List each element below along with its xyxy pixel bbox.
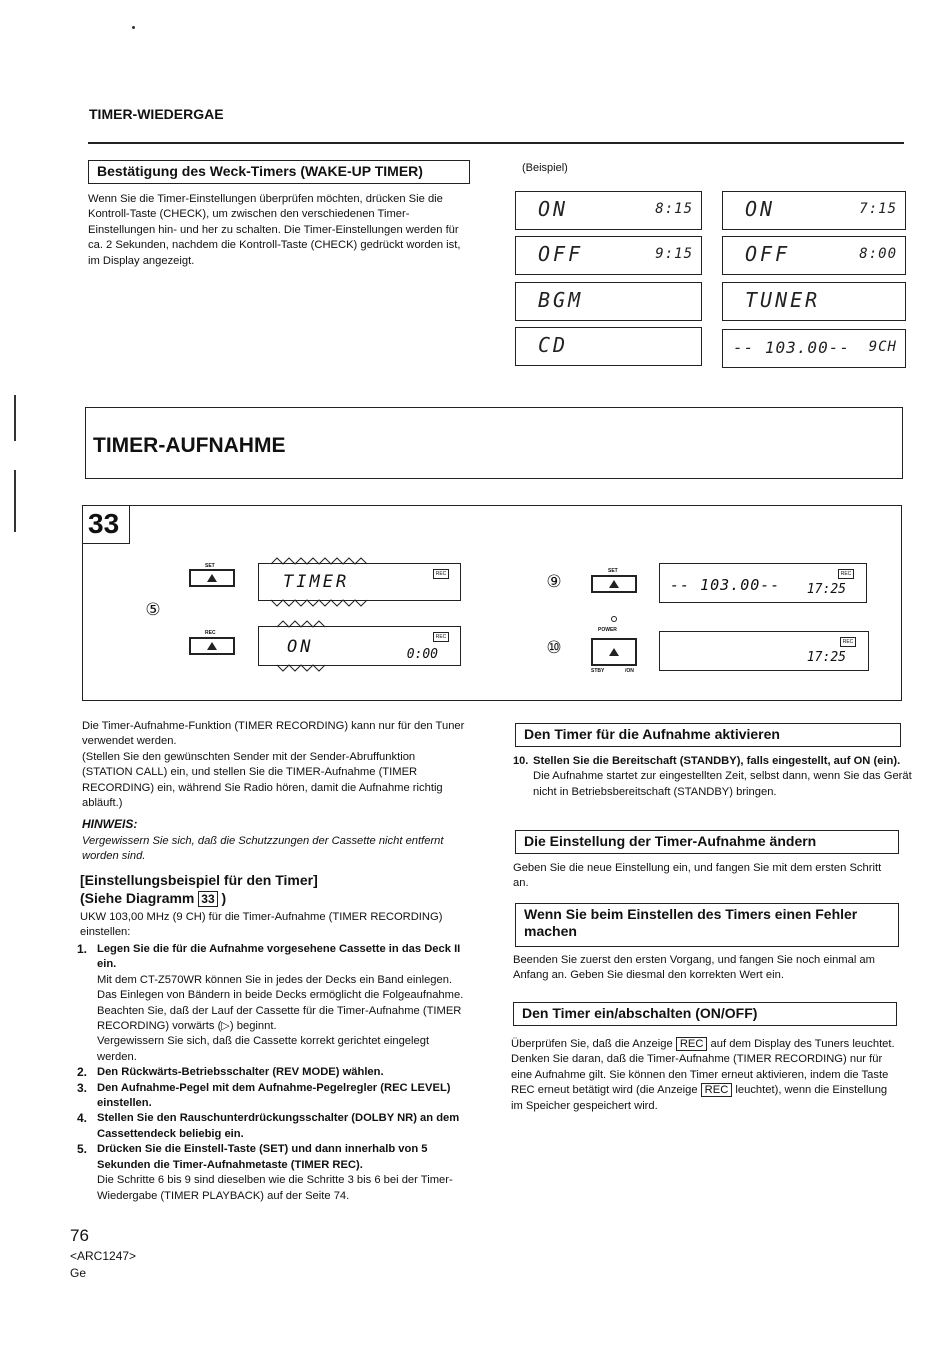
display-text: -- 103.00-- [670,576,781,594]
display-main: ON [538,197,569,221]
display-text: ON [287,637,314,657]
rec-key: REC [701,1083,733,1097]
display-time: 9CH [868,339,897,355]
display-main: OFF [745,242,791,266]
aendern-title: Die Einstellung der Timer-Aufnahme ändern [515,830,899,854]
margin-mark [132,26,135,29]
display-main: OFF [538,242,584,266]
wake-up-text: Wenn Sie die Timer-Einstellungen überprüfen möchten, drücken Sie die Kontroll-Taste (CHECK), um zwischen den verschiedenen Timer-Einstellungen hin- und her zu schalten. Die Timer-Einstellungen werden für ca. 2 Sekunden, nachdem die Kontroll-Taste (CHECK) gedrückt worden ist, im Display angezeigt. [88,193,461,267]
step-detail: Die Aufnahme startet zur eingestellten Zeit, selbst dann, wenn Sie das Gerät nicht in Betriebsbereitschaft (STANDBY) bringen. [533,770,912,798]
stby-label: STBY [591,668,605,674]
step-item [77,1142,465,1204]
timer-rec-button[interactable] [189,637,235,655]
timer-aufnahme-title: TIMER-AUFNAHME [93,434,286,457]
display-time: 9:15 [655,246,693,262]
step-9-marker: ⑨ [546,572,562,591]
example-label: (Beispiel) [522,162,568,174]
example-heading-line-1: [Einstellungsbeispiel für den Timer] [80,872,318,888]
display-time: 8:15 [655,201,693,217]
step-instruction: Drücken Sie die Einstell-Taste (SET) und dann innerhalb von 5 Sekunden die Timer-Aufnahmetaste (TIMER REC). [97,1143,428,1171]
step-instruction: Den Rückwärts-Betriebsschalter (REV MODE) wählen. [97,1066,384,1079]
arrow-up-icon [609,580,619,588]
step-5-marker: ⑤ [145,600,161,619]
aktivieren-title: Den Timer für die Aufnahme aktivieren [515,723,901,747]
step-item [77,1065,465,1080]
power-label: POWER [598,627,617,633]
example-display [515,191,702,230]
example-intro: UKW 103,00 MHz (9 CH) für die Timer-Aufnahme (TIMER RECORDING) einstellen: [80,911,443,939]
onoff-text-2: auf dem Display des Tuners leuchtet. Denken Sie daran, daß die Timer-Aufnahme (TIMER RECORDING) nur für eine Aufnahme gilt. Sie können den Timer erneut aktivieren, indem die Taste REC erneut betätigt wird (die Anzeige [511,1038,895,1097]
rec-indicator: REC [433,632,449,642]
intro-text-1: Die Timer-Aufnahme-Funktion (TIMER RECORDING) kann nur für den Tuner verwendet werden. [82,720,465,748]
display-main: TUNER [745,288,821,312]
step-number: 1. [77,942,88,956]
set-label: SET [608,568,618,574]
display-main: CD [538,333,569,357]
display-time: 17:25 [806,582,846,597]
timer-aufnahme-banner [85,407,903,479]
on-label: /ON [625,668,634,674]
example-display [515,282,702,321]
rec-indicator: REC [433,569,449,579]
step-number: 5. [77,1142,88,1157]
display-main: ON [745,197,776,221]
margin-mark [14,470,16,532]
diagram-number [83,506,130,544]
display-time: 7:15 [859,201,897,217]
header-rule [88,142,904,144]
onoff-text-3: leuchtet), wenn die Einstellung im Speicher gespeichert wird. [511,1084,888,1112]
example-heading-prefix: (Siehe Diagramm [80,890,199,906]
set-button[interactable] [189,569,235,587]
language-code: Ge [70,1266,87,1280]
intro-text-2: (Stellen Sie den gewünschten Sender mit der Sender-Abruffunktion (STATION CALL) ein, und stellen Sie die TIMER-Aufnahme (TIMER RECORDING) ein, während Sie Radio hören, damit die Aufnahme richtig abläuft.) [82,751,443,810]
steps-list [77,942,465,1204]
fehler-title: Wenn Sie beim Einstellen des Timers einen Fehler machen [515,903,899,947]
standby-display [659,631,869,671]
step-item [77,942,465,1065]
step-number: 2. [77,1065,88,1080]
example-display [722,282,906,321]
rec-indicator: REC [838,569,854,579]
on-display [258,626,461,666]
page-number: 76 [70,1226,89,1245]
step-instruction: Stellen Sie den Rauschunterdrückungsschalter (DOLBY NR) an dem Cassettendeck beliebig ein. [97,1112,460,1140]
example-heading-line-2 [80,889,318,908]
diagram-number-text: 33 [88,508,120,539]
step-detail: Mit dem CT-Z570WR können Sie in jedes der Decks ein Band einlegen. Das Einlegen von Bändern in beide Decks ermöglicht die Folgeaufnahme. Beachten Sie, daß der Lauf der Cassette für die Timer-Aufnahme (TIMER RECORDING) vorwärts (▷) beginnt. Vergewissern Sie sich, daß die Cassette korrekt gerichtet eingelegt werden. [97,973,464,1063]
step-item [77,1081,465,1112]
step-item [77,1111,465,1142]
arrow-up-icon [609,648,619,656]
example-heading-suffix: ) [217,890,227,906]
onoff-text [511,1037,899,1114]
hinweis-title: HINWEIS: [82,817,138,831]
display-time: 17:25 [806,650,846,665]
display-main: BGM [538,288,584,312]
wake-up-title: Bestätigung des Weck-Timers (WAKE-UP TIMER) [88,160,470,184]
hinweis-text: Vergewissern Sie sich, daß die Schutzzungen der Cassette nicht entfernt worden sind. [82,835,444,863]
display-time: 0:00 [406,647,438,662]
set-label: SET [205,563,215,569]
step-number: 3. [77,1080,88,1095]
step-number: 10. [513,755,529,767]
doc-code: <ARC1247> [70,1249,137,1263]
fehler-text: Beenden Sie zuerst den ersten Vorgang, und fangen Sie noch einmal am Anfang an. Geben Sie diesmal den korrekten Wert ein. [513,954,875,982]
arrow-up-icon [207,642,217,650]
rec-indicator: REC [840,637,856,647]
arrow-up-icon [207,574,217,582]
timer-display [258,563,461,601]
example-display [515,327,702,366]
rec-key: REC [676,1037,708,1051]
onoff-text-1: Überprüfen Sie, daß die Anzeige [511,1038,676,1050]
step-10 [513,754,921,800]
step-number: 4. [77,1111,88,1126]
diagram-33 [82,505,902,701]
display-main: -- 103.00-- [733,338,850,357]
step-detail: Die Schritte 6 bis 9 sind dieselben wie die Schritte 3 bis 6 bei der Timer-Wiedergabe (TIMER PLAYBACK) auf der Seite 74. [97,1174,453,1202]
example-display [722,236,906,275]
display-text: TIMER [283,572,350,592]
step-instruction: Den Aufnahme-Pegel mit dem Aufnahme-Pegelregler (REC LEVEL) einstellen. [97,1081,451,1110]
rec-label: REC [205,630,216,636]
step-instruction: Stellen Sie die Bereitschaft (STANDBY), falls eingestellt, auf ON (ein). [533,755,901,767]
margin-mark [14,395,16,441]
display-time: 8:00 [859,246,897,262]
power-indicator [611,616,617,622]
aendern-text: Geben Sie die neue Einstellung ein, und fangen Sie mit dem ersten Schritt an. [513,862,882,890]
set-button[interactable] [591,575,637,593]
onoff-title: Den Timer ein/abschalten (ON/OFF) [513,1002,897,1026]
standby-on-button[interactable] [591,638,637,666]
section-title: TIMER-WIEDERGAE [89,106,224,122]
example-display [515,236,702,275]
diagram-ref: 33 [198,891,217,907]
tuner-display [659,563,867,603]
step-10-marker: ⑩ [546,638,562,657]
step-instruction: Legen Sie die für die Aufnahme vorgesehene Cassette in das Deck II ein. [97,943,461,971]
example-heading [80,871,318,908]
example-display [722,191,906,230]
example-display [722,329,906,368]
